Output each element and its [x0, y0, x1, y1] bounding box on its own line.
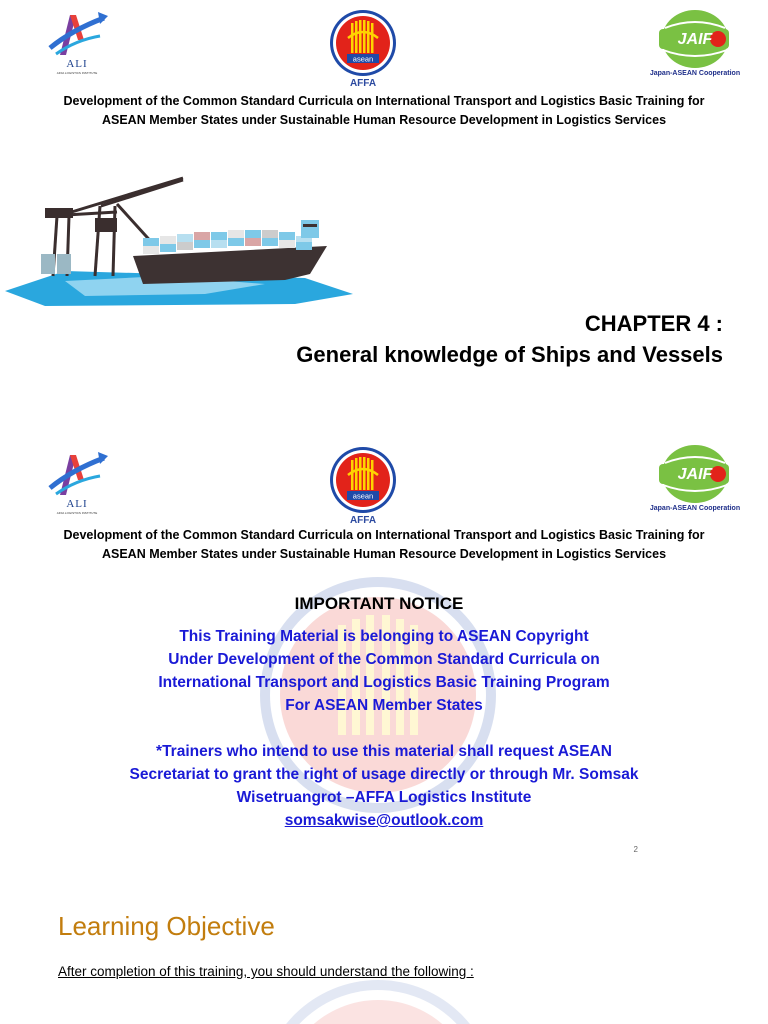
header-line-2: ASEAN Member States under Sustainable Human Resource Development in Logistics Services — [101, 113, 667, 127]
slide-chapter-title — [0, 0, 768, 415]
notice-line-1: This Training Material is belonging to ASEAN Copyright — [179, 628, 589, 645]
learning-objective-intro: After completion of this training, you should understand the following : — [58, 964, 474, 979]
ali-emblem-icon — [42, 10, 112, 60]
page-number: 2 — [633, 845, 638, 854]
ali-emblem-icon — [42, 450, 112, 500]
asean-affa-logo — [328, 445, 398, 527]
ali-logo-text: ALI — [66, 498, 88, 510]
notice-title: IMPORTANT NOTICE — [294, 594, 464, 613]
notice-line-7: Wisetruangrot –AFFA Logistics Institute — [236, 789, 532, 806]
container-ship-icon — [5, 176, 355, 316]
asean-emblem-icon — [328, 8, 398, 78]
notice-line-3: International Transport and Logistics Basic Training Program — [158, 674, 610, 691]
asean-emblem-icon — [328, 445, 398, 515]
asean-emblem-label: asean — [352, 491, 374, 501]
jaif-caption: Japan-ASEAN Cooperation — [649, 505, 741, 512]
notice-line-5: *Trainers who intend to use this material shall request ASEAN — [156, 743, 612, 760]
ali-logo-subtext: AFFA LOGISTICS INSTITUTE — [56, 71, 98, 75]
affa-caption: AFFA — [349, 78, 377, 89]
notice-email-row — [0, 809, 768, 832]
chapter-title: General knowledge of Ships and Vessels — [296, 342, 723, 367]
ali-logo-subtext: AFFA LOGISTICS INSTITUTE — [56, 511, 98, 515]
header-line-1: Development of the Common Standard Curricula on International Transport and Logistics Basic Training for — [63, 94, 705, 108]
notice-line-2: Under Development of the Common Standard Curricula on — [168, 651, 600, 668]
ali-logo-text: ALI — [66, 58, 88, 70]
asean-emblem-label: asean — [352, 54, 374, 64]
asean-watermark-icon — [258, 978, 498, 1024]
jaif-logo — [645, 443, 745, 523]
header-line-2: ASEAN Member States under Sustainable Human Resource Development in Logistics Services — [101, 547, 667, 561]
ali-logo — [42, 10, 112, 80]
notice-line-6: Secretariat to grant the right of usage directly or through Mr. Somsak — [129, 766, 639, 783]
jaif-logo-text: JAIF — [677, 31, 713, 48]
slide-learning-objective — [0, 870, 768, 1024]
header-line-1: Development of the Common Standard Curricula on International Transport and Logistics Basic Training for — [63, 528, 705, 542]
affa-caption: AFFA — [349, 515, 377, 526]
cargo-ship-illustration — [5, 176, 355, 321]
jaif-caption: Japan-ASEAN Cooperation — [649, 70, 741, 77]
ali-logo — [42, 450, 112, 520]
learning-objective-title: Learning Objective — [58, 911, 275, 941]
jaif-logo — [645, 8, 745, 88]
slide-important-notice — [0, 415, 768, 870]
email-link[interactable]: somsakwise@outlook.com — [284, 812, 484, 829]
asean-affa-logo — [328, 8, 398, 90]
chapter-number: CHAPTER 4 : — [584, 311, 723, 336]
notice-line-4: For ASEAN Member States — [285, 697, 483, 714]
jaif-logo-text: JAIF — [677, 466, 713, 483]
